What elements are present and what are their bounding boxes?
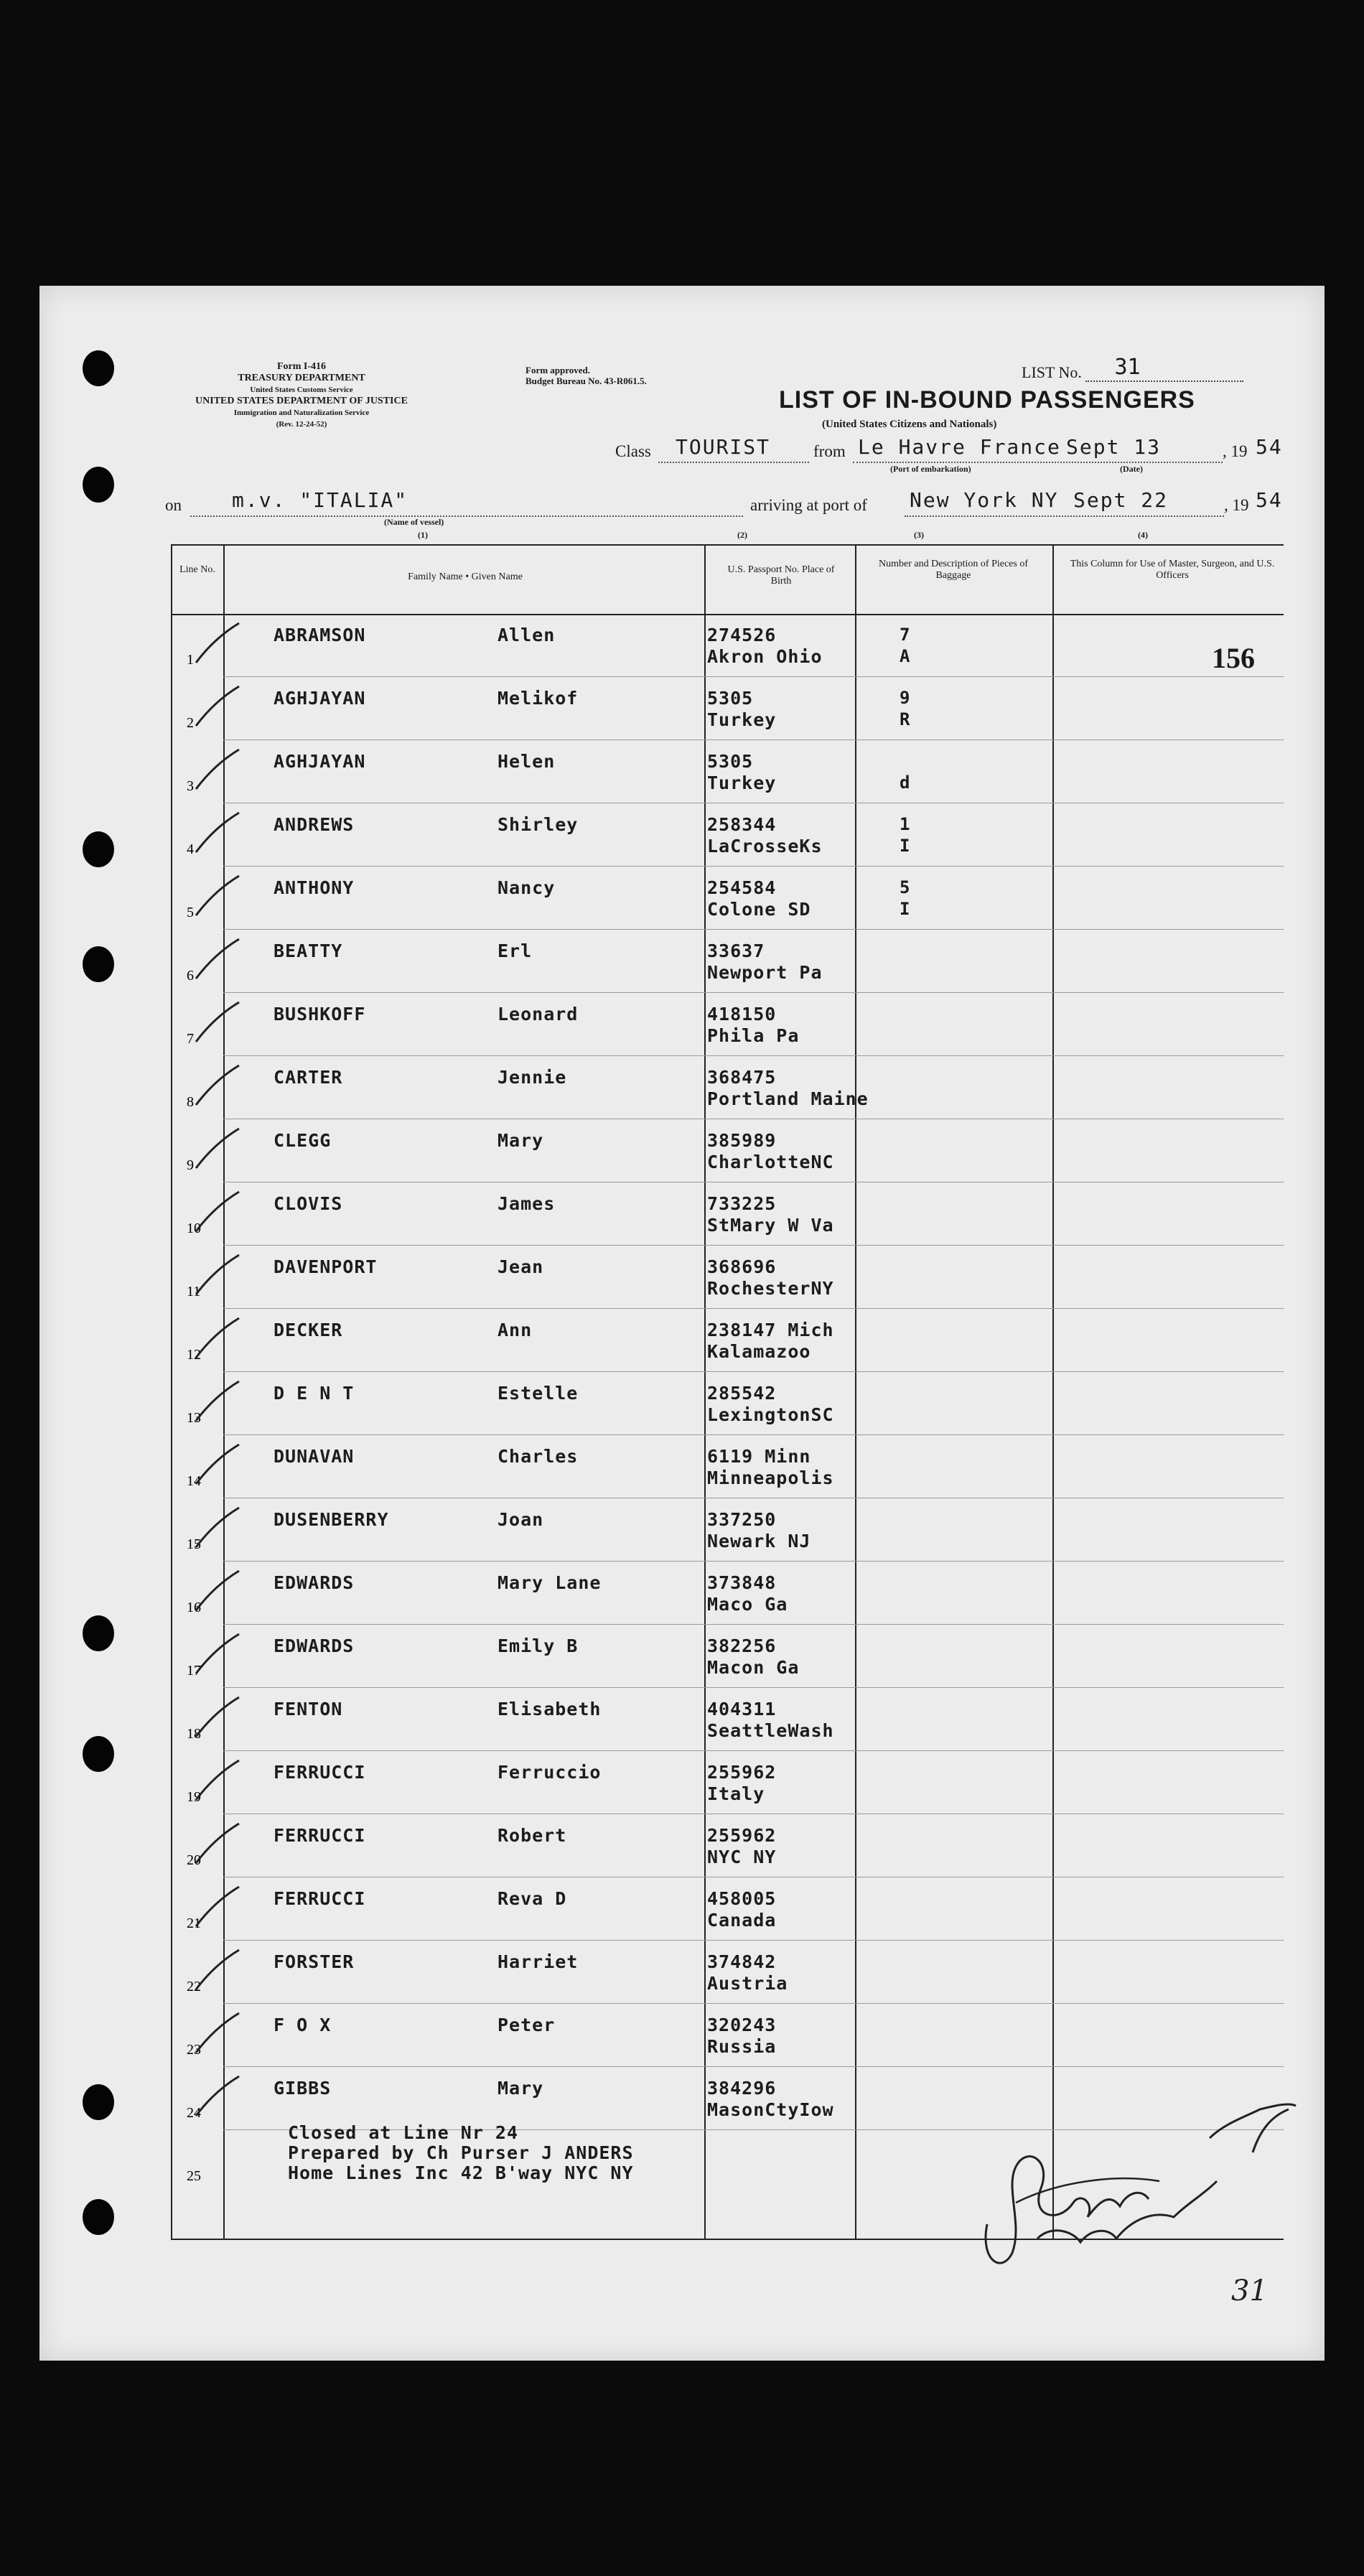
row-divider xyxy=(223,1434,1284,1435)
family-name: BUSHKOFF xyxy=(274,1004,366,1025)
place-of-birth: Newark NJ xyxy=(707,1531,811,1551)
check-mark-icon xyxy=(192,1820,243,1870)
punch-hole xyxy=(83,467,114,503)
passport-number: 733225 xyxy=(707,1193,777,1214)
treasury-dept: TREASURY DEPARTMENT xyxy=(238,373,365,383)
baggage-desc: I xyxy=(900,899,910,919)
passport-number: 254584 xyxy=(707,877,777,898)
form-approval xyxy=(525,365,647,386)
family-name: CLEGG xyxy=(274,1130,332,1151)
check-mark-icon xyxy=(192,1315,243,1365)
line-number: 13 xyxy=(187,1410,201,1426)
punch-hole xyxy=(83,1615,114,1651)
form-id: Form I-416 xyxy=(276,361,327,372)
line-number: 25 xyxy=(187,2168,201,2184)
page-title: LIST OF IN-BOUND PASSENGERS xyxy=(779,386,1195,414)
family-name: FERRUCCI xyxy=(274,1888,366,1909)
baggage-desc: R xyxy=(900,709,910,729)
from-date: Sept 13 xyxy=(1066,435,1162,459)
baggage-desc: A xyxy=(900,646,910,666)
passport-number: 5305 xyxy=(707,688,754,709)
baggage-count: 7 xyxy=(900,625,910,645)
punch-hole xyxy=(83,2199,114,2235)
check-mark-icon xyxy=(192,935,243,986)
line-number: 5 xyxy=(187,905,194,920)
line-number: 8 xyxy=(187,1094,194,1110)
family-name: CLOVIS xyxy=(274,1193,343,1214)
passport-number: 33637 xyxy=(707,941,765,961)
row-divider xyxy=(223,1624,1284,1625)
row-divider xyxy=(223,1308,1284,1309)
line-number: 4 xyxy=(187,841,194,857)
row-divider xyxy=(223,1055,1284,1056)
family-name: FENTON xyxy=(274,1699,343,1719)
passport-number: 238147 Mich xyxy=(707,1320,834,1340)
line-number: 23 xyxy=(187,2042,201,2058)
check-mark-icon xyxy=(192,1946,243,1997)
passport-number: 458005 xyxy=(707,1888,777,1909)
arrival-year: 54 xyxy=(1256,488,1283,512)
officer-count: 156 xyxy=(1212,642,1255,674)
passport-number: 385989 xyxy=(707,1130,777,1151)
line-number: 2 xyxy=(187,715,194,731)
place-of-birth: Kalamazoo xyxy=(707,1341,811,1362)
passport-number: 373848 xyxy=(707,1572,777,1593)
vessel-name: m.v. "ITALIA" xyxy=(232,488,408,512)
check-mark-icon xyxy=(192,1125,243,1175)
place-of-birth: Canada xyxy=(707,1910,777,1931)
row-divider xyxy=(223,1750,1284,1751)
baggage-count: 1 xyxy=(900,814,910,834)
footer-company: Home Lines Inc 42 B'way NYC NY xyxy=(288,2162,634,2183)
line-number: 11 xyxy=(187,1284,201,1299)
passport-number: 285542 xyxy=(707,1383,777,1404)
given-name: Peter xyxy=(498,2015,556,2035)
check-mark-icon xyxy=(192,1378,243,1428)
footer-prepared: Prepared by Ch Purser J ANDERS xyxy=(288,2142,634,2163)
family-name: FERRUCCI xyxy=(274,1825,366,1846)
given-name: Harriet xyxy=(498,1951,579,1972)
row-divider xyxy=(223,1561,1284,1562)
place-of-birth: Akron Ohio xyxy=(707,646,823,667)
family-name: AGHJAYAN xyxy=(274,688,366,709)
check-mark-icon xyxy=(192,999,243,1049)
line-number: 19 xyxy=(187,1789,201,1805)
manifest-page xyxy=(39,286,1325,2361)
place-of-birth: Newport Pa xyxy=(707,962,823,983)
given-name: Helen xyxy=(498,751,556,772)
col-officers: This Column for Use of Master, Surgeon, and U.S. Officers xyxy=(1070,559,1275,581)
given-name: Shirley xyxy=(498,814,579,835)
line-number: 7 xyxy=(187,1031,194,1047)
punch-hole xyxy=(83,946,114,982)
given-name: Nancy xyxy=(498,877,556,898)
col-cap-1: (1) xyxy=(418,530,428,540)
given-name: James xyxy=(498,1193,556,1214)
punch-hole xyxy=(83,2084,114,2120)
family-name: DAVENPORT xyxy=(274,1256,378,1277)
class-value: TOURIST xyxy=(676,435,771,459)
check-mark-icon xyxy=(192,1441,243,1491)
place-of-birth: Turkey xyxy=(707,709,777,730)
given-name: Joan xyxy=(498,1509,544,1530)
col-line-no: Line No. xyxy=(179,564,215,575)
place-of-birth: Austria xyxy=(707,1973,788,1994)
line-number: 21 xyxy=(187,1915,201,1931)
row-divider xyxy=(223,992,1284,993)
row-divider xyxy=(223,866,1284,867)
class-label: Class xyxy=(615,442,651,460)
row-divider xyxy=(223,676,1284,677)
line-number: 10 xyxy=(187,1221,201,1236)
on-label: on xyxy=(165,496,182,514)
given-name: Mary Lane xyxy=(498,1572,602,1593)
place-of-birth: LaCrosseKs xyxy=(707,836,823,857)
given-name: Mary xyxy=(498,1130,544,1151)
given-name: Elisabeth xyxy=(498,1699,602,1719)
family-name: ANDREWS xyxy=(274,814,355,835)
passport-number: 320243 xyxy=(707,2015,777,2035)
from-year: 54 xyxy=(1256,435,1283,459)
punch-hole xyxy=(83,350,114,386)
passport-number: 382256 xyxy=(707,1635,777,1656)
check-mark-icon xyxy=(192,1251,243,1302)
line-number: 18 xyxy=(187,1726,201,1742)
passport-number: 274526 xyxy=(707,625,777,645)
given-name: Reva D xyxy=(498,1888,567,1909)
passport-number: 368475 xyxy=(707,1067,777,1088)
passenger-table xyxy=(171,544,1284,2240)
check-mark-icon xyxy=(192,1694,243,1744)
row-divider xyxy=(223,1687,1284,1688)
family-name: DUNAVAN xyxy=(274,1446,355,1467)
place-of-birth: Maco Ga xyxy=(707,1594,788,1615)
col-passport: U.S. Passport No. Place of Birth xyxy=(727,564,835,587)
col-baggage: Number and Description of Pieces of Baggage xyxy=(879,559,1028,581)
check-mark-icon xyxy=(192,1757,243,1807)
col-cap-4: (4) xyxy=(1138,530,1148,540)
given-name: Robert xyxy=(498,1825,567,1846)
check-mark-icon xyxy=(192,809,243,859)
place-of-birth: Colone SD xyxy=(707,899,811,920)
col-cap-3: (3) xyxy=(914,530,924,540)
given-name: Charles xyxy=(498,1446,579,1467)
given-name: Melikof xyxy=(498,688,579,709)
list-number xyxy=(1022,355,1243,382)
place-of-birth: MasonCtyIow xyxy=(707,2099,834,2120)
check-mark-icon xyxy=(192,1504,243,1554)
family-name: AGHJAYAN xyxy=(274,751,366,772)
punch-hole xyxy=(83,1736,114,1772)
form-revision: (Rev. 12-24-52) xyxy=(276,420,327,429)
passport-number: 384296 xyxy=(707,2078,777,2099)
date-caption: (Date) xyxy=(1120,464,1143,474)
line-number: 1 xyxy=(187,652,194,668)
ins-service: Immigration and Naturalization Service xyxy=(233,409,370,417)
line-number: 14 xyxy=(187,1473,201,1489)
family-name: FORSTER xyxy=(274,1951,355,1972)
given-name: Ann xyxy=(498,1320,533,1340)
check-mark-icon xyxy=(192,746,243,796)
passport-number: 368696 xyxy=(707,1256,777,1277)
line-number: 16 xyxy=(187,1600,201,1615)
row-divider xyxy=(223,1245,1284,1246)
place-of-birth: Portland Maine xyxy=(707,1088,869,1109)
vessel-caption: (Name of vessel) xyxy=(384,517,444,527)
check-mark-icon xyxy=(192,1630,243,1681)
check-mark-icon xyxy=(192,2073,243,2123)
place-of-birth: Minneapolis xyxy=(707,1467,834,1488)
place-of-birth: Macon Ga xyxy=(707,1657,800,1678)
form-approved: Form approved. xyxy=(525,365,591,375)
given-name: Emily B xyxy=(498,1635,579,1656)
passport-number: 374842 xyxy=(707,1951,777,1972)
customs-service: United States Customs Service xyxy=(250,386,353,394)
family-name: EDWARDS xyxy=(274,1635,355,1656)
col-name: Family Name • Given Name xyxy=(408,571,523,582)
given-name: Ferruccio xyxy=(498,1762,602,1783)
check-mark-icon xyxy=(192,1567,243,1618)
check-mark-icon xyxy=(192,872,243,923)
year-prefix-1: , 19 xyxy=(1223,442,1248,460)
given-name: Jennie xyxy=(498,1067,567,1088)
year-prefix-2: , 19 xyxy=(1224,496,1249,514)
passport-number: 404311 xyxy=(707,1699,777,1719)
given-name: Estelle xyxy=(498,1383,579,1404)
check-mark-icon xyxy=(192,1883,243,1933)
given-name: Leonard xyxy=(498,1004,579,1025)
line-number: 17 xyxy=(187,1663,201,1679)
col-cap-2: (2) xyxy=(737,530,747,540)
arriving-label: arriving at port of xyxy=(750,496,867,514)
line-number: 24 xyxy=(187,2105,201,2121)
check-mark-icon xyxy=(192,1188,243,1238)
passport-number: 5305 xyxy=(707,751,754,772)
passport-number: 255962 xyxy=(707,1825,777,1846)
place-of-birth: RochesterNY xyxy=(707,1278,834,1299)
place-of-birth: SeattleWash xyxy=(707,1720,834,1741)
passport-number: 6119 Minn xyxy=(707,1446,811,1467)
check-mark-icon xyxy=(192,2010,243,2060)
row-divider xyxy=(223,2003,1284,2004)
place-of-birth: Turkey xyxy=(707,773,777,793)
family-name: BEATTY xyxy=(274,941,343,961)
family-name: CARTER xyxy=(274,1067,343,1088)
place-of-birth: StMary W Va xyxy=(707,1215,834,1236)
passport-number: 255962 xyxy=(707,1762,777,1783)
family-name: FERRUCCI xyxy=(274,1762,366,1783)
family-name: F O X xyxy=(274,2015,332,2035)
baggage-desc: I xyxy=(900,836,910,856)
place-of-birth: NYC NY xyxy=(707,1847,777,1867)
line-number: 3 xyxy=(187,778,194,794)
baggage-count: 9 xyxy=(900,688,910,708)
passport-number: 337250 xyxy=(707,1509,777,1530)
arrival-port: New York NY xyxy=(910,488,1059,512)
family-name: DUSENBERRY xyxy=(274,1509,389,1530)
list-number-value: 31 xyxy=(1114,355,1141,380)
check-mark-icon xyxy=(192,1062,243,1112)
officer-signature xyxy=(973,2038,1303,2296)
place-of-birth: CharlotteNC xyxy=(707,1152,834,1172)
line-number: 15 xyxy=(187,1536,201,1552)
family-name: EDWARDS xyxy=(274,1572,355,1593)
row-divider xyxy=(223,929,1284,930)
form-agency-block xyxy=(165,361,438,430)
budget-bureau: Budget Bureau No. 43-R061.5. xyxy=(525,375,647,386)
footer-closed: Closed at Line Nr 24 xyxy=(288,2122,519,2143)
family-name: ABRAMSON xyxy=(274,625,366,645)
given-name: Erl xyxy=(498,941,533,961)
row-divider xyxy=(223,739,1284,740)
check-mark-icon xyxy=(192,683,243,733)
from-port: Le Havre France xyxy=(858,435,1061,459)
row-divider xyxy=(223,1371,1284,1372)
family-name: DECKER xyxy=(274,1320,343,1340)
line-number: 22 xyxy=(187,1979,201,1994)
line-number: 6 xyxy=(187,968,194,984)
page-mark: 31 xyxy=(1231,2274,1268,2307)
line-number: 20 xyxy=(187,1852,201,1868)
given-name: Allen xyxy=(498,625,556,645)
from-label: from xyxy=(813,442,846,460)
check-mark-icon xyxy=(192,620,243,670)
passport-number: 418150 xyxy=(707,1004,777,1025)
port-embark-caption: (Port of embarkation) xyxy=(890,464,971,474)
place-of-birth: Russia xyxy=(707,2036,777,2057)
list-label: LIST No. xyxy=(1022,363,1082,381)
given-name: Mary xyxy=(498,2078,544,2099)
page-subtitle: (United States Citizens and Nationals) xyxy=(822,419,997,430)
family-name: GIBBS xyxy=(274,2078,332,2099)
passport-number: 258344 xyxy=(707,814,777,835)
line-number: 12 xyxy=(187,1347,201,1363)
place-of-birth: Italy xyxy=(707,1783,765,1804)
place-of-birth: LexingtonSC xyxy=(707,1404,834,1425)
baggage-desc: d xyxy=(900,773,910,793)
family-name: ANTHONY xyxy=(274,877,355,898)
justice-dept: UNITED STATES DEPARTMENT OF JUSTICE xyxy=(195,396,408,406)
row-divider xyxy=(223,1940,1284,1941)
punch-hole xyxy=(83,831,114,867)
given-name: Jean xyxy=(498,1256,544,1277)
baggage-count: 5 xyxy=(900,877,910,897)
place-of-birth: Phila Pa xyxy=(707,1025,800,1046)
line-number: 9 xyxy=(187,1157,194,1173)
family-name: D E N T xyxy=(274,1383,355,1404)
arrival-date: Sept 22 xyxy=(1073,488,1169,512)
